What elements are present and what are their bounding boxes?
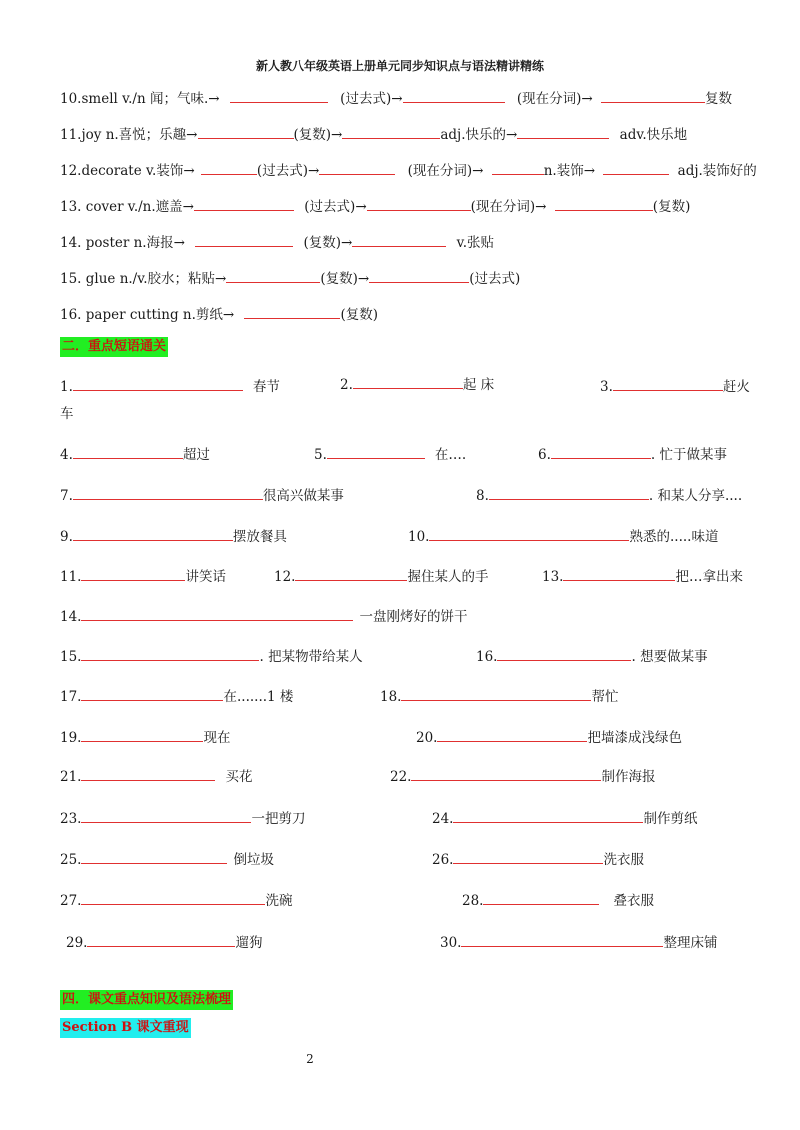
phrase-22	[390, 766, 655, 787]
phrase-11	[60, 566, 226, 587]
phrase-meaning: 叠衣服	[613, 893, 654, 909]
vocab-line-11	[60, 124, 687, 145]
answer-blank[interactable]	[489, 485, 649, 500]
answer-blank[interactable]	[497, 646, 631, 661]
phrase-meaning: . 忙于做某事	[650, 447, 727, 463]
phrase-meaning: . 把某物带给某人	[259, 649, 363, 665]
phrase-meaning: 把墙漆成浅绿色	[587, 730, 682, 746]
phrase-number: 3.	[600, 379, 613, 395]
phrase-number: 12.	[274, 569, 296, 585]
vocab-line-14	[60, 232, 494, 253]
phrase-number: 18.	[380, 689, 402, 705]
vocab-head: 13. cover v./n.遮盖→	[60, 199, 194, 215]
phrase-29	[66, 932, 262, 953]
answer-blank[interactable]	[369, 268, 469, 283]
phrase-8	[476, 485, 742, 506]
vocab-label: (过去式)→	[340, 91, 403, 107]
phrase-21	[60, 766, 252, 787]
answer-blank[interactable]	[603, 160, 669, 175]
answer-blank[interactable]	[87, 932, 235, 947]
vocab-label: (现在分词)→	[407, 163, 484, 179]
phrase-9	[60, 526, 287, 547]
vocab-label: (过去式)→	[256, 163, 320, 179]
phrase-meaning: 一盘刚烤好的饼干	[359, 609, 468, 625]
phrase-number: 25.	[60, 852, 82, 868]
answer-blank[interactable]	[81, 849, 227, 864]
answer-blank[interactable]	[195, 232, 293, 247]
vocab-label: adj.快乐的→	[440, 127, 518, 143]
vocab-label: n.装饰→	[543, 163, 596, 179]
phrase-number: 30.	[440, 935, 462, 951]
phrase-number: 8.	[476, 488, 489, 504]
phrase-meaning: 在….	[434, 447, 467, 463]
phrase-14	[60, 606, 467, 627]
answer-blank[interactable]	[81, 646, 259, 661]
phrase-meaning: 春节	[252, 379, 280, 395]
vocab-label: 复数	[704, 91, 732, 107]
page-number: 2	[306, 1052, 314, 1066]
phrase-number: 6.	[538, 447, 551, 463]
answer-blank[interactable]	[73, 376, 243, 391]
answer-blank[interactable]	[81, 686, 223, 701]
phrase-meaning: 讲笑话	[185, 569, 226, 585]
phrase-meaning: 遛狗	[235, 935, 263, 951]
phrase-2	[340, 374, 494, 395]
vocab-head: 16. paper cutting n.剪纸→	[60, 307, 235, 323]
section-title-section-b: Section B 课文重现	[60, 1018, 191, 1038]
phrase-12	[274, 566, 488, 587]
answer-blank[interactable]	[401, 686, 591, 701]
answer-blank[interactable]	[601, 88, 705, 103]
phrase-meaning: 制作剪纸	[643, 811, 698, 827]
phrase-24	[432, 808, 697, 829]
phrase-meaning: 帮忙	[591, 689, 619, 705]
phrase-1	[60, 376, 280, 397]
answer-blank[interactable]	[73, 526, 233, 541]
answer-blank[interactable]	[429, 526, 629, 541]
phrase-meaning: 握住某人的手	[407, 569, 489, 585]
answer-blank[interactable]	[81, 727, 203, 742]
vocab-head: 15. glue n./v.胶水；粘贴→	[60, 271, 227, 287]
phrase-number: 23.	[60, 811, 82, 827]
phrase-meaning: . 想要做某事	[631, 649, 708, 665]
phrase-meaning: 洗衣服	[603, 852, 644, 868]
phrase-15	[60, 646, 363, 667]
phrase-meaning: . 和某人分享....	[648, 488, 743, 504]
phrase-number: 28.	[462, 893, 484, 909]
phrase-4	[60, 444, 210, 465]
answer-blank[interactable]	[81, 890, 265, 905]
phrase-meaning: 倒垃圾	[233, 852, 274, 868]
vocab-label: v.张贴	[456, 235, 494, 251]
answer-blank[interactable]	[613, 376, 723, 391]
phrase-number: 27.	[60, 893, 82, 909]
vocab-line-15	[60, 268, 520, 289]
answer-blank[interactable]	[367, 196, 471, 211]
phrase-number: 10.	[408, 529, 430, 545]
phrase-5	[314, 444, 466, 465]
phrase-3-continued: 车	[60, 406, 74, 422]
vocab-head: 14. poster n.海报→	[60, 235, 185, 251]
phrase-number: 20.	[416, 730, 438, 746]
phrase-meaning: 现在	[203, 730, 231, 746]
answer-blank[interactable]	[81, 808, 251, 823]
phrase-number: 4.	[60, 447, 73, 463]
phrase-meaning: 超过	[182, 447, 210, 463]
phrase-meaning: 很高兴做某事	[262, 488, 344, 504]
answer-blank[interactable]	[198, 124, 294, 139]
answer-blank[interactable]	[461, 932, 663, 947]
vocab-label: (复数)→	[303, 235, 353, 251]
answer-blank[interactable]	[201, 160, 257, 175]
answer-blank[interactable]	[353, 374, 463, 389]
answer-blank[interactable]	[81, 766, 215, 781]
vocab-line-10	[60, 88, 732, 109]
vocab-label: (复数)	[652, 199, 691, 215]
phrase-meaning: 在.......1 楼	[223, 689, 294, 705]
vocab-label: adj.装饰好的	[677, 163, 757, 179]
answer-blank[interactable]	[230, 88, 328, 103]
answer-blank[interactable]	[437, 727, 587, 742]
phrase-number: 9.	[60, 529, 73, 545]
answer-blank[interactable]	[352, 232, 446, 247]
phrase-20	[416, 727, 682, 748]
phrase-meaning: 把…拿出来	[675, 569, 743, 585]
phrase-number: 19.	[60, 730, 82, 746]
answer-blank[interactable]	[81, 606, 353, 621]
answer-blank[interactable]	[453, 849, 603, 864]
answer-blank[interactable]	[411, 766, 601, 781]
phrase-number: 22.	[390, 769, 412, 785]
phrase-10	[408, 526, 718, 547]
answer-blank[interactable]	[492, 160, 544, 175]
phrase-meaning: 整理床铺	[663, 935, 718, 951]
phrase-number: 13.	[542, 569, 564, 585]
phrase-7	[60, 485, 344, 506]
answer-blank[interactable]	[73, 485, 263, 500]
vocab-label: (复数)→	[320, 271, 370, 287]
phrase-26	[432, 849, 644, 870]
answer-blank[interactable]	[327, 444, 425, 459]
phrase-number: 2.	[340, 377, 353, 393]
phrase-30	[440, 932, 717, 953]
phrase-number: 17.	[60, 689, 82, 705]
answer-blank[interactable]	[555, 196, 653, 211]
phrase-3	[600, 376, 750, 397]
answer-blank[interactable]	[483, 890, 599, 905]
phrase-number: 24.	[432, 811, 454, 827]
answer-blank[interactable]	[453, 808, 643, 823]
answer-blank[interactable]	[81, 566, 185, 581]
section-title-grammar: 四．课文重点知识及语法梳理	[60, 990, 233, 1010]
vocab-label: (现在分词)→	[470, 199, 547, 215]
phrase-18	[380, 686, 618, 707]
phrase-23	[60, 808, 305, 829]
phrase-28	[462, 890, 654, 911]
answer-blank[interactable]	[517, 124, 609, 139]
vocab-label: adv.快乐地	[619, 127, 688, 143]
phrase-meaning: 买花	[225, 769, 253, 785]
vocab-head: 12.decorate v.装饰→	[60, 163, 195, 179]
phrase-meaning: 熟悉的.....味道	[629, 529, 719, 545]
phrase-number: 14.	[60, 609, 82, 625]
phrase-number: 26.	[432, 852, 454, 868]
phrase-27	[60, 890, 292, 911]
phrase-meaning: 一把剪刀	[251, 811, 306, 827]
answer-blank[interactable]	[295, 566, 407, 581]
phrase-number: 21.	[60, 769, 82, 785]
phrase-number: 7.	[60, 488, 73, 504]
phrase-25	[60, 849, 274, 870]
phrase-number: 29.	[66, 935, 88, 951]
section-title-phrases: 二．重点短语通关	[60, 337, 168, 357]
phrase-16	[476, 646, 708, 667]
answer-blank[interactable]	[194, 196, 294, 211]
phrase-meaning: 洗碗	[265, 893, 293, 909]
phrase-meaning: 起 床	[462, 377, 495, 393]
answer-blank[interactable]	[226, 268, 320, 283]
vocab-label: (现在分词)→	[516, 91, 593, 107]
answer-blank[interactable]	[563, 566, 675, 581]
phrase-meaning: 摆放餐具	[232, 529, 287, 545]
vocab-head: 10.smell v./n 闻；气味.→	[60, 91, 220, 107]
answer-blank[interactable]	[319, 160, 395, 175]
vocab-line-13	[60, 196, 690, 217]
vocab-line-12	[60, 160, 757, 181]
vocab-label: (复数)	[340, 307, 379, 323]
vocab-label: (过去式)→	[304, 199, 367, 215]
phrase-6	[538, 444, 727, 465]
page-header: 新人教八年级英语上册单元同步知识点与语法精讲精练	[255, 59, 544, 73]
phrase-number: 16.	[476, 649, 498, 665]
answer-blank[interactable]	[342, 124, 440, 139]
phrase-17	[60, 686, 293, 707]
phrase-13	[542, 566, 743, 587]
answer-blank[interactable]	[551, 444, 651, 459]
vocab-label: (复数)→	[293, 127, 343, 143]
answer-blank[interactable]	[73, 444, 183, 459]
phrase-number: 11.	[60, 569, 82, 585]
answer-blank[interactable]	[403, 88, 505, 103]
phrase-meaning: 制作海报	[601, 769, 656, 785]
vocab-line-16	[60, 304, 378, 325]
phrase-meaning: 赶火	[722, 379, 750, 395]
phrase-number: 15.	[60, 649, 82, 665]
phrase-number: 5.	[314, 447, 327, 463]
phrase-19	[60, 727, 230, 748]
answer-blank[interactable]	[244, 304, 340, 319]
vocab-head: 11.joy n.喜悦；乐趣→	[60, 127, 198, 143]
vocab-label: (过去式)	[469, 271, 521, 287]
phrase-number: 1.	[60, 379, 73, 395]
